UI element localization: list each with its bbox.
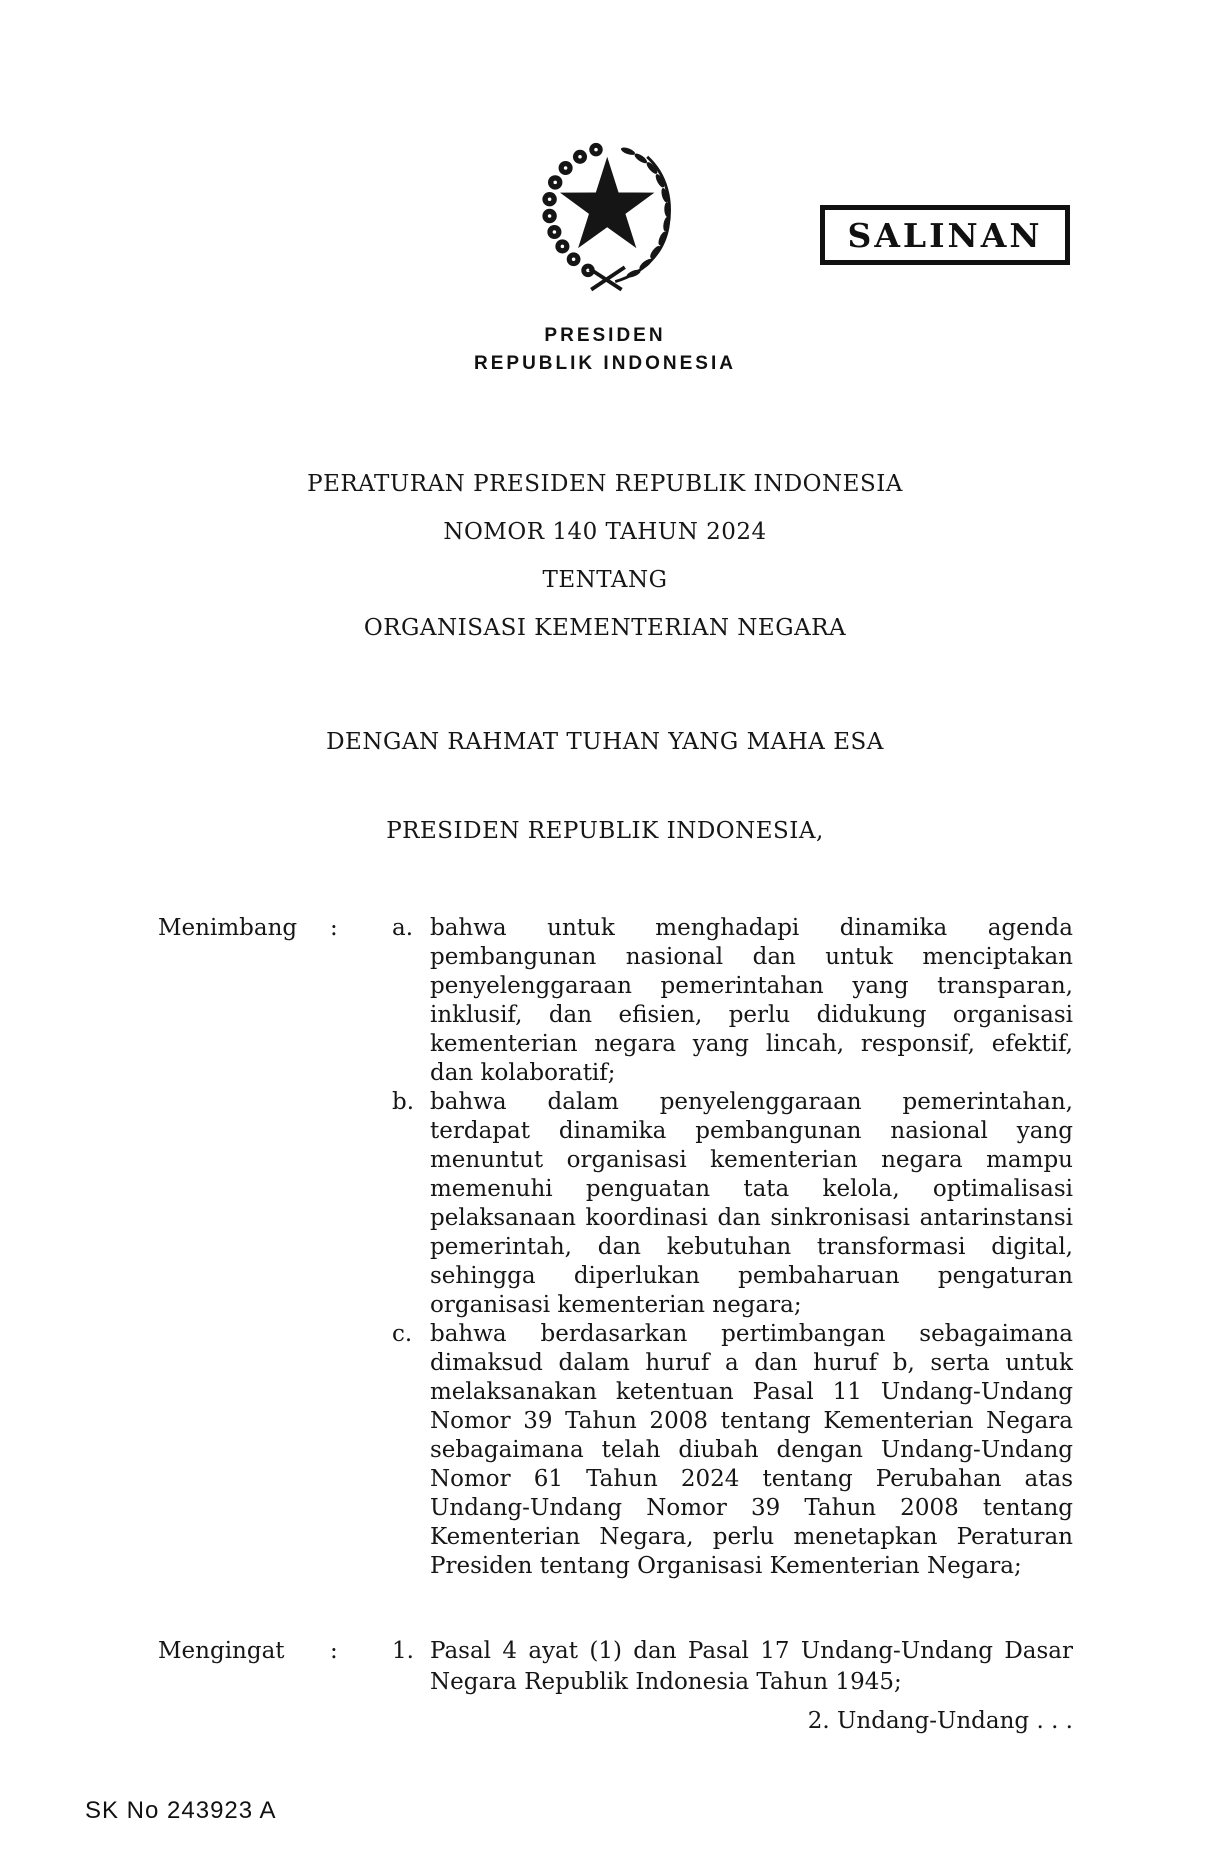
doc-code: SK No 243923 A — [85, 1797, 277, 1824]
title-tentang: TENTANG — [542, 567, 668, 593]
title-regulation-name: PERATURAN PRESIDEN REPUBLIK INDONESIA — [307, 471, 903, 497]
clause-marker: c. — [392, 1321, 413, 1347]
crossed-stems — [590, 267, 625, 289]
clause-text: bahwa untuk menghadapi dinamika agenda pembangunan nasional dan untuk menciptakan penyelenggaraan pemerintahan yang transparan, inklusif, dan efisien, perlu didukung organisasi kementerian negara yang lincah, responsif, efektif, dan kolaboratif; — [430, 915, 1073, 1086]
mengingat-section — [158, 1636, 1073, 1698]
title-number-year: NOMOR 140 TAHUN 2024 — [443, 519, 767, 545]
menimbang-label: Menimbang — [158, 915, 298, 941]
invocation-line: DENGAN RAHMAT TUHAN YANG MAHA ESA — [326, 729, 884, 755]
continuation-catchword: 2. Undang-Undang . . . — [807, 1708, 1073, 1734]
salinan-stamp — [820, 205, 1070, 265]
presidential-seal-icon — [524, 134, 684, 298]
clause-marker: a. — [392, 915, 414, 941]
star-shape — [560, 157, 654, 248]
mengingat-label: Mengingat — [158, 1638, 285, 1664]
considering-item-b — [392, 1088, 1073, 1320]
letterhead — [0, 322, 1210, 378]
menimbang-colon: : — [330, 915, 338, 941]
clause-text: bahwa berdasarkan pertimbangan sebagaimana dimaksud dalam huruf a dan huruf b, serta untuk melaksanakan ketentuan Pasal 11 Undang-Undang Nomor 39 Tahun 2008 tentang Kementerian Negara sebagaimana telah diubah dengan Undang-Undang Nomor 61 Tahun 2024 tentang Perubahan atas Undang-Undang Nomor 39 Tahun 2008 tentang Kementerian Negara, perlu menetapkan Peraturan Presiden tentang Organisasi Kementerian Negara; — [430, 1321, 1073, 1579]
clause-text: Pasal 4 ayat (1) dan Pasal 17 Undang-Undang Dasar Negara Republik Indonesia Tahun 1945; — [430, 1638, 1073, 1695]
document-title — [0, 460, 1210, 652]
recalling-item-1 — [392, 1636, 1073, 1698]
issuer-line: PRESIDEN REPUBLIK INDONESIA, — [386, 818, 824, 844]
considering-item-a — [392, 914, 1073, 1088]
salinan-stamp-label: SALINAN — [847, 215, 1043, 255]
clause-text: bahwa dalam penyelenggaraan pemerintahan, terdapat dinamika pembangunan nasional yang menuntut organisasi kementerian negara mampu memenuhi penguatan tata kelola, optimalisasi pelaksanaan koordinasi dan sinkronisasi antarinstansi pemerintah, dan kebutuhan transformasi digital, sehingga diperlukan pembaharuan pengaturan organisasi kementerian negara; — [430, 1089, 1073, 1318]
considering-item-c — [392, 1320, 1073, 1581]
letterhead-presiden: PRESIDEN — [544, 325, 666, 346]
menimbang-section — [158, 914, 1073, 1581]
mengingat-colon: : — [330, 1638, 338, 1664]
clause-marker: 1. — [392, 1638, 414, 1664]
title-subject: ORGANISASI KEMENTERIAN NEGARA — [363, 615, 847, 641]
letterhead-republik-indonesia: REPUBLIK INDONESIA — [474, 353, 736, 374]
clause-marker: b. — [392, 1089, 415, 1115]
